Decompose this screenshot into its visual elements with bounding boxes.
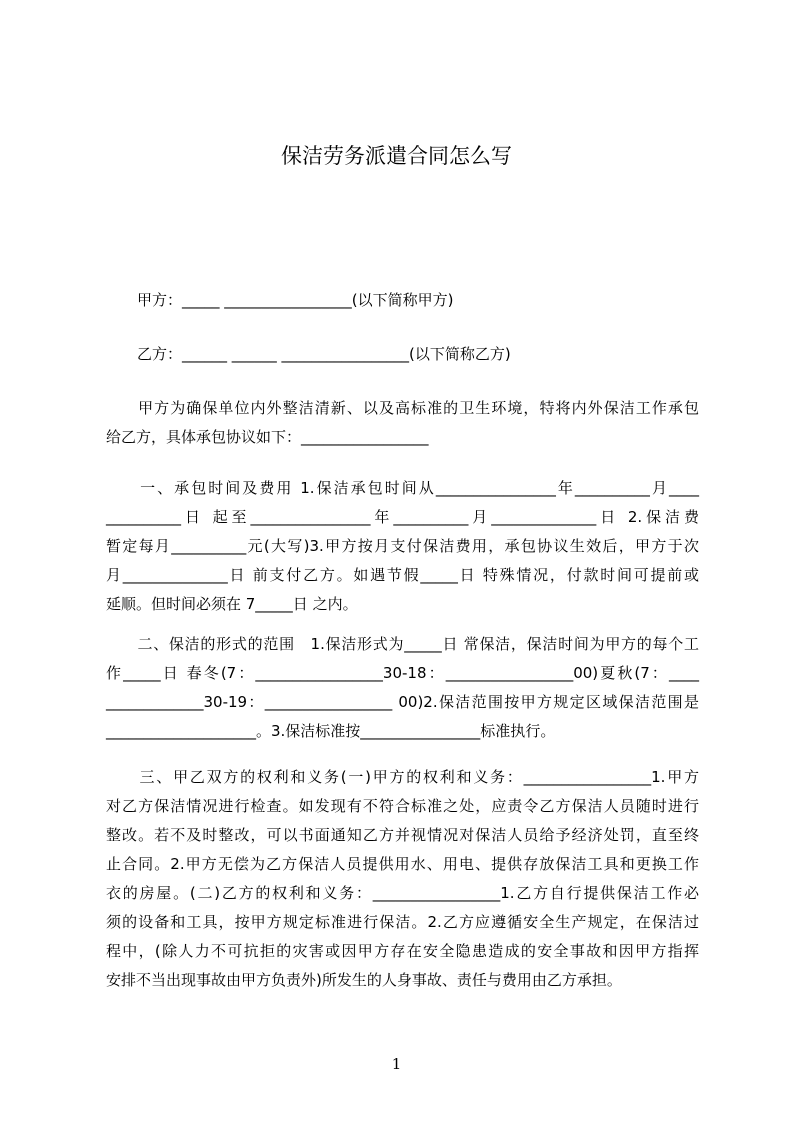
section-3-paragraph [106, 763, 699, 995]
paragraph-line: 须的设备和工具，按甲方规定标准进行保洁。2.乙方应遵循安全生产规定，在保洁过 [106, 913, 699, 931]
paragraph-line: ____________________。3.保洁标准按________________标准执行。 [106, 722, 556, 740]
section-1-paragraph [106, 474, 699, 619]
paragraph-line: 月______________日 前支付乙方。如遇节假_____日 特殊情况，付款时间可提前或 [106, 566, 699, 584]
section-2-paragraph [106, 630, 699, 746]
document-title: 保洁劳务派遣合同怎么写 [281, 144, 512, 168]
paragraph-line: 程中，(除人力不可抗拒的灾害或因甲方存在安全隐患造成的安全事故和因甲方指挥 [106, 942, 699, 960]
party-b-line: 乙方：______ ______ _________________(以下简称乙方) [137, 345, 511, 363]
paragraph-line: _____________30-19：_________________ 00)2.保洁范围按甲方规定区域保洁范围是 [106, 693, 699, 711]
paragraph-line: 对乙方保洁情况进行检查。如发现有不符合标准之处，应责令乙方保洁人员随时进行 [106, 797, 699, 815]
paragraph-line: 安排不当出现事故由甲方负责外)所发生的人身事故、责任与费用由乙方承担。 [106, 971, 622, 989]
paragraph-line: 作_____日 春冬(7：_________________30-18：_________________00)夏秋(7：____ [106, 664, 699, 682]
intro-paragraph [106, 394, 699, 452]
paragraph-line: 整改。若不及时整改，可以书面通知乙方并视情况对保洁人员给予经济处罚，直至终 [106, 826, 699, 844]
paragraph-line: 甲方为确保单位内外整洁清新、以及高标准的卫生环境，特将内外保洁工作承包 [106, 399, 699, 417]
paragraph-line: 三、甲乙双方的权利和义务(一)甲方的权利和义务：_________________1.甲方 [106, 768, 699, 786]
paragraph-line: 二、保洁的形式的范围 1.保洁形式为_____日 常保洁，保洁时间为甲方的每个工 [106, 635, 699, 653]
paragraph-line: 暂定每月__________元(大写)3.甲方按月支付保洁费用，承包协议生效后，甲方于次 [106, 537, 699, 555]
page-number: 1 [391, 1055, 402, 1073]
party-a-line: 甲方：_____ _________________(以下简称甲方) [137, 291, 454, 309]
paragraph-line: 给乙方，具体承包协议如下：_________________ [106, 428, 429, 446]
paragraph-line: 衣的房屋。(二)乙方的权利和义务：_________________1.乙方自行提供保洁工作必 [106, 884, 699, 902]
paragraph-line: __________日 起至________________年__________月______________日 2.保洁费 [106, 508, 699, 526]
paragraph-line: 止合同。2.甲方无偿为乙方保洁人员提供用水、用电、提供存放保洁工具和更换工作 [106, 855, 699, 873]
paragraph-line: 延顺。但时间必须在 7_____日 之内。 [106, 595, 358, 613]
paragraph-line: 一、承包时间及费用 1.保洁承包时间从________________年__________月____ [106, 479, 699, 497]
